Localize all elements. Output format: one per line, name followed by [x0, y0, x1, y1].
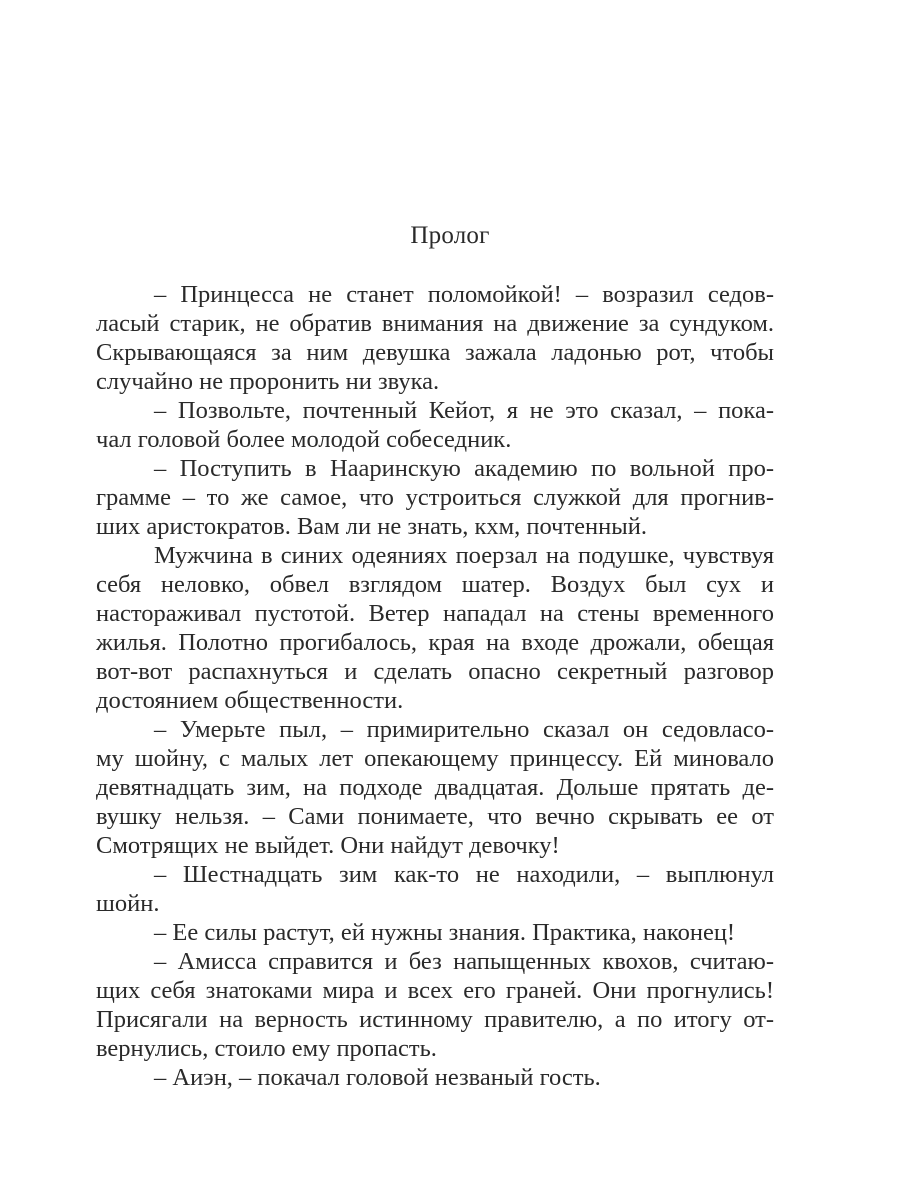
text-line: жилья. Полотно прогибалось, края на входе дрожали, обещая	[96, 629, 774, 656]
text-line: Смотрящих не выйдет. Они найдут девочку!	[96, 832, 560, 859]
text-line: достоянием общественности.	[96, 687, 404, 714]
text-line: – Позвольте, почтенный Кейот, я не это сказал, – пока-	[154, 397, 774, 424]
text-line: – Принцесса не станет поломойкой! – возразил седов-	[154, 281, 774, 308]
text-line: себя неловко, обвел взглядом шатер. Воздух был сух и	[96, 571, 774, 598]
text-line: чал головой более молодой собеседник.	[96, 426, 512, 453]
text-line: му шойну, с малых лет опекающему принцессу. Ей миновало	[96, 745, 774, 772]
text-line: Мужчина в синих одеяниях поерзал на подушке, чувствуя	[154, 542, 774, 569]
text-line: настораживал пустотой. Ветер нападал на стены временного	[96, 600, 774, 627]
text-line: – Шестнадцать зим как-то не находили, – выплюнул	[154, 861, 774, 888]
text-line: вернулись, стоило ему пропасть.	[96, 1035, 437, 1062]
text-line: – Аиэн, – покачал головой незваный гость.	[154, 1064, 601, 1091]
text-line: Скрывающаяся за ним девушка зажала ладонью рот, чтобы	[96, 339, 774, 366]
text-line: шойн.	[96, 890, 160, 917]
text-line: вушку нельзя. – Сами понимаете, что вечно скрывать ее от	[96, 803, 774, 830]
text-line: – Амисса справится и без напыщенных квохов, считаю-	[154, 948, 774, 975]
text-line: девятнадцать зим, на подходе двадцатая. Дольше прятать де-	[96, 774, 774, 801]
text-line: Присягали на верность истинному правителю, а по итогу от-	[96, 1006, 774, 1033]
text-line: – Умерьте пыл, – примирительно сказал он седовласо-	[154, 716, 774, 743]
text-line: щих себя знатоками мира и всех его граней. Они прогнулись!	[96, 977, 774, 1004]
body-text	[96, 280, 774, 1092]
text-line: вот-вот распахнуться и сделать опасно секретный разговор	[96, 658, 774, 685]
text-line: грамме – то же самое, что устроиться служкой для прогнив-	[96, 484, 774, 511]
text-line: случайно не проронить ни звука.	[96, 368, 440, 395]
text-line: – Поступить в Нааринскую академию по вольной про-	[154, 455, 774, 482]
text-line: – Ее силы растут, ей нужны знания. Практика, наконец!	[154, 919, 736, 946]
chapter-title: Пролог	[410, 222, 490, 249]
text-line: ласый старик, не обратив внимания на движение за сундуком.	[96, 310, 774, 337]
text-line: ших аристократов. Вам ли не знать, кхм, почтенный.	[96, 513, 647, 540]
